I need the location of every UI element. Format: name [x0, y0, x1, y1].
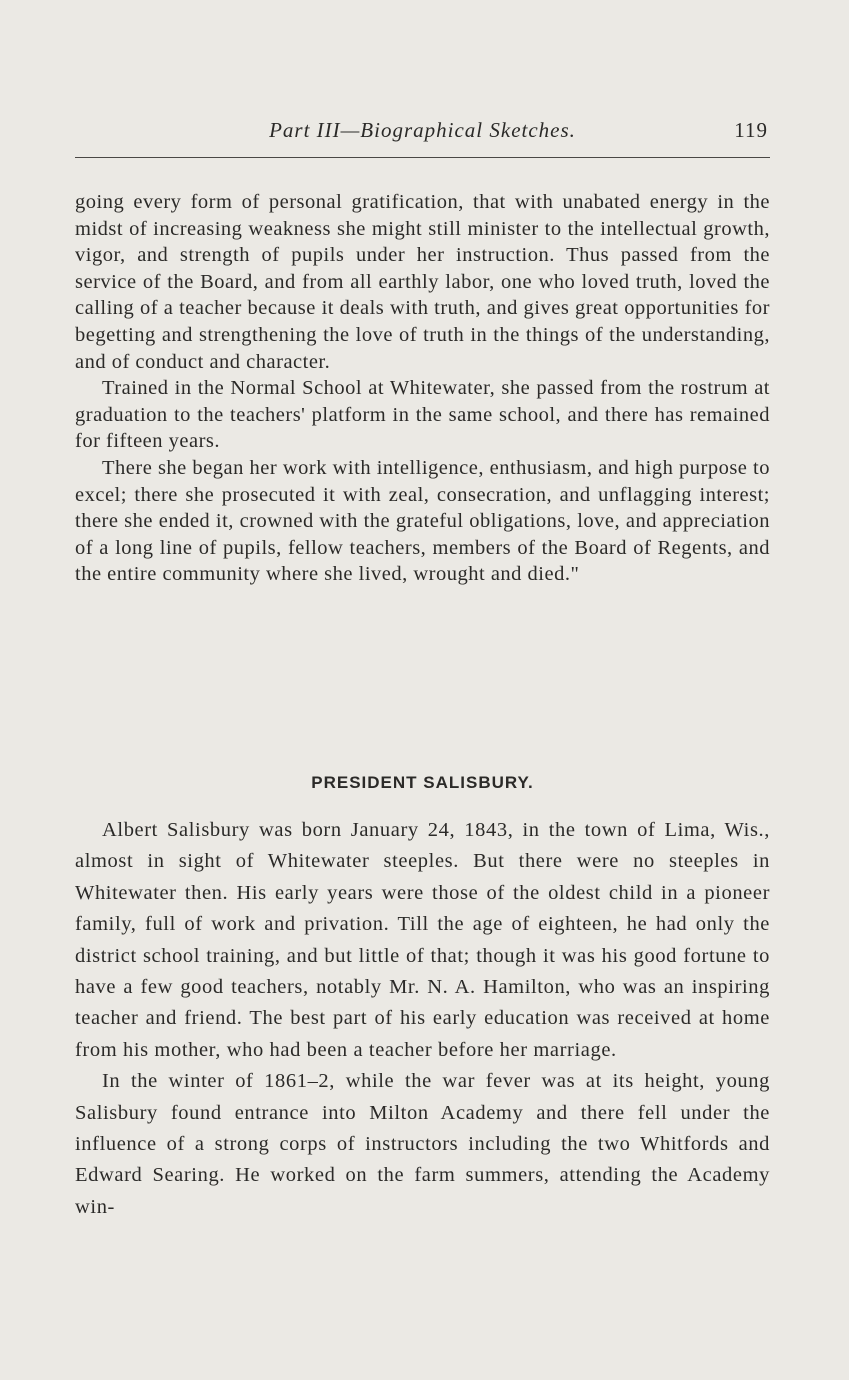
paragraph: Trained in the Normal School at Whitewater, she passed from the rostrum at graduation to the teachers' platform in the same school, and there has remained for fifteen years. [75, 377, 770, 453]
running-title: Part III—Biographical Sketches. [269, 118, 576, 142]
page-number: 119 [734, 118, 768, 142]
paragraph: In the winter of 1861–2, while the war fever was at its height, young Salisbury found entrance into Milton Academy and there fell under the influence of a strong corps of instructors including the two Whitfords and Edward Searing. He worked on the farm summers, attending the Academy win- [75, 1070, 770, 1218]
section-text [75, 815, 770, 1223]
paragraph: going every form of personal gratification, that with unabated energy in the midst of increasing weakness she might still minister to the intellectual growth, vigor, and strength of pupils under her instruction. Thus passed from the service of the Board, and from all earthly labor, one who loved truth, loved the calling of a teacher because it deals with truth, and gives great opportunities for begetting and strengthening the love of truth in the things of the understanding, and of conduct and character. [75, 191, 770, 373]
page-header [75, 116, 770, 150]
paragraph: There she began her work with intelligence, enthusiasm, and high purpose to excel; there she prosecuted it with zeal, consecration, and unflagging interest; there she ended it, crowned with the grateful obligations, love, and appreciation of a long line of pupils, fellow teachers, members of the Board of Regents, and the entire community where she lived, wrought and died." [75, 456, 770, 586]
header-rule [75, 157, 770, 158]
paragraph: Albert Salisbury was born January 24, 1843, in the town of Lima, Wis., almost in sight of Whitewater steeples. But there were no steeples in Whitewater then. His early years were those of the oldest child in a pioneer family, full of work and privation. Till the age of eighteen, he had only the district school training, and but little of that; though it was his good fortune to have a few good teachers, notably Mr. N. A. Hamilton, who was an inspiring teacher and friend. The best part of his early education was received at home from his mother, who had been a teacher before her marriage. [75, 819, 770, 1061]
continuation-text [75, 189, 770, 588]
section-heading: PRESIDENT SALISBURY. [311, 773, 534, 792]
